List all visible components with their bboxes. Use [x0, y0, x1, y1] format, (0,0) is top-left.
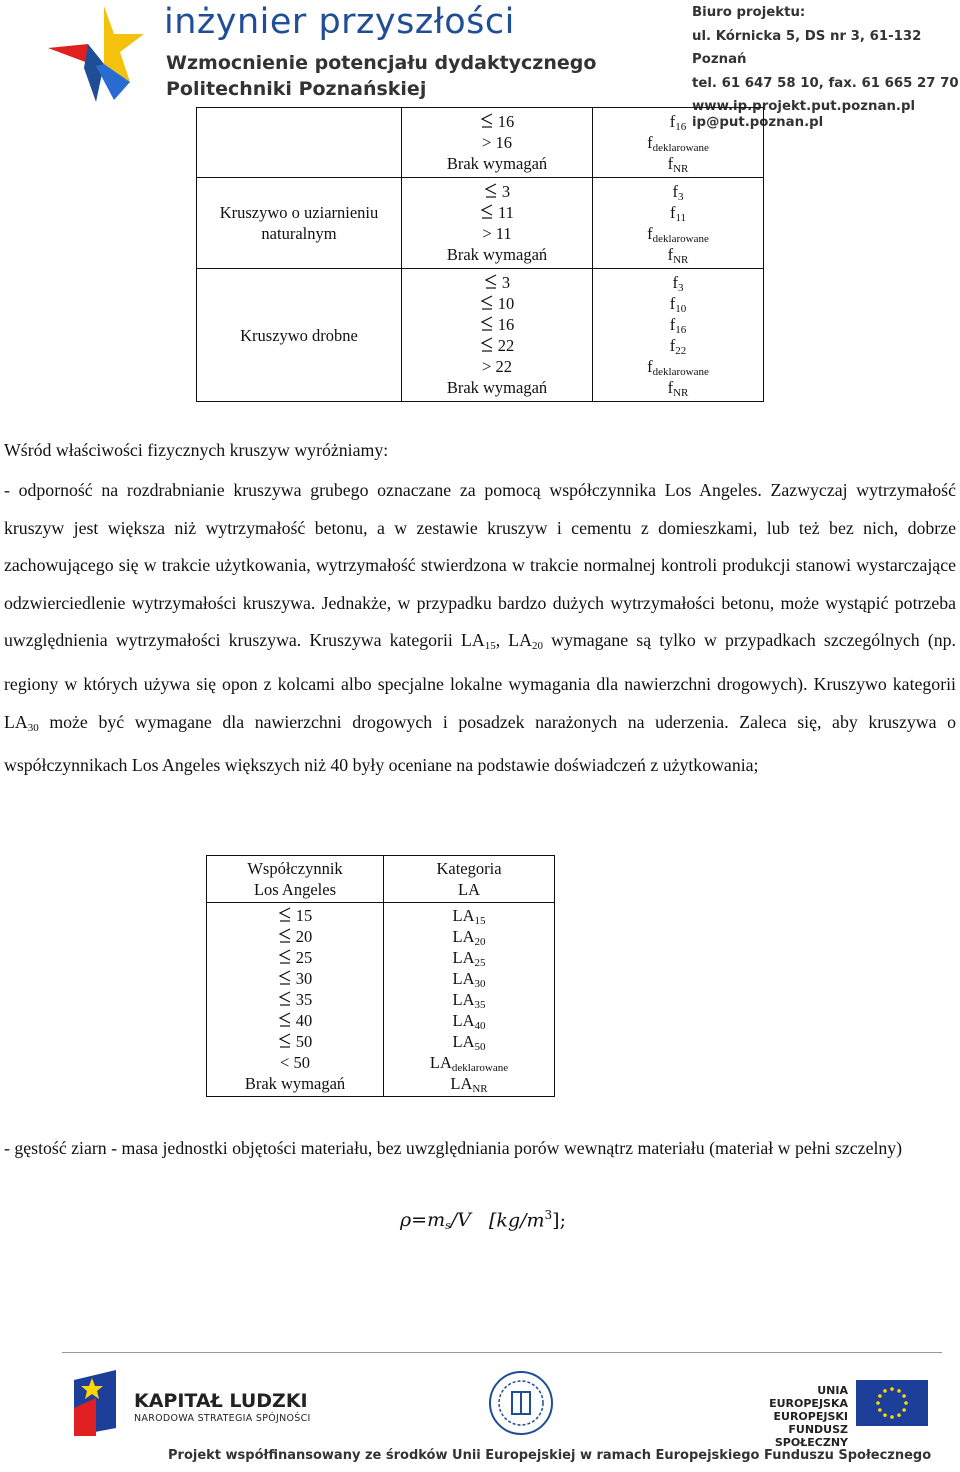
table-row	[197, 269, 764, 402]
value-line	[402, 377, 592, 398]
category-symbol: f	[647, 357, 653, 376]
eu-star-icon	[902, 1394, 906, 1398]
value-text: 22	[497, 336, 515, 355]
value-line	[207, 1073, 383, 1094]
office-email[interactable]: ip@put.poznan.pl	[692, 114, 824, 130]
less-or-equal-icon	[484, 274, 498, 290]
category-line	[593, 111, 763, 132]
eu-star-icon	[878, 1408, 882, 1412]
category-symbol: f	[647, 133, 653, 152]
category-line	[593, 335, 763, 356]
category-symbol: f	[667, 154, 674, 173]
aggregate-type-cell	[197, 108, 402, 178]
less-or-equal-icon	[278, 1012, 292, 1028]
category-subscript: deklarowane	[652, 142, 709, 154]
value-text: 30	[295, 969, 313, 988]
category-symbol: LA	[452, 906, 475, 925]
value-text: 40	[295, 1011, 313, 1030]
category-subscript: 3	[678, 282, 684, 294]
header-coefficient	[207, 856, 384, 903]
density-formula	[400, 1208, 566, 1232]
category-line	[593, 132, 763, 153]
eu-star-icon	[897, 1389, 901, 1393]
eu-flag-icon	[856, 1380, 928, 1426]
category-subscript: NR	[673, 387, 689, 399]
table-row	[207, 903, 555, 1097]
value-text: 16	[495, 133, 512, 152]
eu-fund-label	[748, 1384, 848, 1449]
density-paragraph: - gęstość ziarn - masa jednostki objętości materiału, bez uwzględniania porów wewnątrz materiału (materiał w pełni szczelny)	[4, 1138, 903, 1158]
category-subscript: NR	[673, 163, 689, 175]
value-text: 22	[495, 357, 512, 376]
category-line	[593, 153, 763, 174]
header-line: Współczynnik	[247, 859, 343, 878]
aggregate-type-cell	[197, 178, 402, 269]
paragraph-text-b: wymagane są tylko w przypadkach szczególnych (np. regiony w których używa się opon z kolcami albo specjalne lokalne wymagania dla nawierzchni drogowych). Kruszywo kategorii LA	[4, 630, 956, 732]
less-or-equal-icon	[480, 295, 494, 311]
paragraph-comma: , LA	[495, 630, 532, 651]
value-text: 3	[501, 182, 511, 201]
eu-line-3: FUNDUSZ SPOŁECZNY	[774, 1423, 848, 1449]
category-symbol: LA	[450, 1074, 473, 1093]
category-subscript: 11	[675, 212, 687, 224]
category-subscript: 22	[675, 345, 687, 357]
value-line	[402, 272, 592, 293]
comparison-symbol: >	[482, 357, 496, 376]
cofinancing-note: Projekt współfinansowany ze środków Unii Europejskiej w ramach Europejskiego Funduszu Społecznego	[168, 1448, 932, 1463]
office-web[interactable]: www.ip.projekt.put.poznan.pl	[692, 99, 916, 114]
paragraph-text-a: - odporność na rozdrabnianie kruszywa grubego oznaczane za pomocą współczynnika Los Angeles. Zazwyczaj wytrzymałość kruszyw jest większa niż wytrzymałość betonu, a w zestawie kruszyw i cementu z domieszkami, lub też bez nich, dobrze zachowującego się w trakcie użytkowania, wytrzymałość stwierdzona w trakcie normalnej kontroli produkcji stanowi wystarczające odzwierciedlenie wytrzymałości kruszywa. Jednakże, w przypadku bardzo dużych wytrzymałości betonu, może wystąpić potrzeba uwzględnienia wytrzymałości kruszywa. Kruszywa kategorii LA	[4, 480, 956, 651]
value-text: Brak wymagań	[446, 378, 548, 397]
eu-star-icon	[890, 1415, 894, 1419]
category-subscript: 50	[474, 1041, 486, 1053]
aggregate-type-label: Kruszywo o uziarnieniu naturalnym	[219, 203, 379, 243]
value-line	[402, 244, 592, 265]
paragraph-text-c: może być wymagane dla nawierzchni drogowych i posadzek narażonych na uderzenia. Zaleca się, aby kruszywa o współczynnikach Los Angeles większych niż 40 były oceniane na podstawie doświadczeń z użytkowania;	[4, 711, 956, 776]
university-seal-icon	[488, 1370, 554, 1436]
footer-divider	[62, 1352, 942, 1353]
category-subscript: NR	[673, 254, 689, 266]
eu-line-1: UNIA EUROPEJSKA	[769, 1384, 848, 1410]
less-or-equal-icon	[278, 970, 292, 986]
category-line	[384, 905, 554, 926]
category-subscript: 16	[675, 324, 687, 336]
category-subscript: 16	[675, 121, 687, 133]
category-subscript: 30	[474, 978, 486, 990]
category-line	[593, 244, 763, 265]
kapital-ludzki-logo	[66, 1368, 124, 1438]
category-subscript: 3	[678, 191, 684, 203]
value-text: 25	[295, 948, 313, 967]
comparison-symbol: <	[280, 1053, 294, 1072]
eu-star-icon	[897, 1413, 901, 1417]
category-line	[593, 293, 763, 314]
value-text: Brak wymagań	[446, 245, 548, 264]
fines-content-cell	[402, 269, 593, 402]
project-logo	[44, 4, 164, 104]
category-line	[593, 314, 763, 335]
less-or-equal-icon	[278, 949, 292, 965]
category-line	[593, 202, 763, 223]
category-cell	[384, 903, 555, 1097]
value-text: 50	[293, 1053, 310, 1072]
category-cell	[593, 178, 764, 269]
value-line	[402, 202, 592, 223]
category-symbol: f	[669, 203, 676, 222]
category-symbol: LA	[452, 1032, 475, 1051]
category-line	[384, 1073, 554, 1094]
value-line	[207, 947, 383, 968]
eu-star-icon	[883, 1413, 887, 1417]
eu-line-2: EUROPEJSKI	[773, 1410, 848, 1423]
category-symbol: LA	[452, 948, 475, 967]
formula-sub-s: s	[445, 1219, 451, 1233]
category-line	[593, 356, 763, 377]
value-text: 20	[295, 927, 313, 946]
category-line	[593, 272, 763, 293]
value-text: 11	[498, 203, 514, 222]
formula-unit: [kg/m	[489, 1209, 545, 1232]
value-text: 3	[501, 273, 511, 292]
category-line	[384, 989, 554, 1010]
value-text: Brak wymagań	[446, 154, 548, 173]
aggregate-category-table	[196, 107, 764, 402]
value-line	[207, 989, 383, 1010]
category-symbol: LA	[452, 1011, 475, 1030]
category-line	[593, 223, 763, 244]
category-line	[384, 1010, 554, 1031]
category-subscript: deklarowane	[451, 1062, 509, 1074]
value-line	[402, 111, 592, 132]
category-symbol: LA	[452, 969, 475, 988]
value-line	[402, 335, 592, 356]
value-line	[402, 314, 592, 335]
los-angeles-category-table	[206, 855, 555, 1097]
subscript-15: 15	[484, 640, 496, 653]
value-line	[207, 1010, 383, 1031]
category-symbol: f	[669, 336, 676, 355]
value-text: 11	[495, 224, 512, 243]
kapital-ludzki-subtitle: NARODOWA STRATEGIA SPÓJNOŚCI	[134, 1413, 311, 1424]
value-text: 15	[295, 906, 313, 925]
less-or-equal-icon	[480, 113, 494, 129]
eu-star-icon	[890, 1387, 894, 1391]
eu-star-icon	[902, 1408, 906, 1412]
office-phone: tel. 61 647 58 10, fax. 61 665 27 70	[692, 75, 959, 91]
category-symbol: f	[669, 112, 676, 131]
value-line	[207, 968, 383, 989]
less-or-equal-icon	[278, 1033, 292, 1049]
value-line	[207, 926, 383, 947]
value-line	[402, 356, 592, 377]
value-text: 16	[497, 315, 515, 334]
category-line	[593, 377, 763, 398]
less-or-equal-icon	[480, 316, 494, 332]
value-line	[402, 181, 592, 202]
eu-star-icon	[876, 1401, 880, 1405]
less-or-equal-icon	[480, 204, 494, 220]
category-line	[384, 1052, 554, 1073]
fines-content-cell	[402, 108, 593, 178]
value-text: Brak wymagań	[244, 1074, 346, 1093]
aggregate-type-label: Kruszywo drobne	[240, 325, 358, 345]
los-angeles-paragraph	[4, 472, 956, 785]
category-subscript: 15	[474, 915, 486, 927]
section-intro: Wśród właściwości fizycznych kruszyw wyróżniamy:	[4, 440, 389, 460]
value-line	[207, 1052, 383, 1073]
value-text: 10	[497, 294, 515, 313]
value-line	[402, 293, 592, 314]
category-line	[384, 1031, 554, 1052]
subscript-20: 20	[531, 640, 543, 653]
value-text: 35	[295, 990, 313, 1009]
value-line	[402, 153, 592, 174]
office-label: Biuro projektu:	[692, 5, 806, 20]
eu-star-icon	[883, 1389, 887, 1393]
category-symbol: f	[669, 294, 676, 313]
less-or-equal-icon	[278, 907, 292, 923]
fines-content-cell	[402, 178, 593, 269]
category-subscript: 35	[474, 999, 486, 1011]
coefficient-cell	[207, 903, 384, 1097]
eu-star-icon	[878, 1394, 882, 1398]
value-line	[207, 1031, 383, 1052]
header-category	[384, 856, 555, 903]
category-subscript: 40	[474, 1020, 486, 1032]
category-line	[384, 947, 554, 968]
less-or-equal-icon	[278, 991, 292, 1007]
category-subscript: 20	[474, 936, 486, 948]
less-or-equal-icon	[480, 337, 494, 353]
value-text: 50	[295, 1032, 313, 1051]
formula-v: /V	[450, 1209, 471, 1232]
category-symbol: LA	[452, 927, 475, 946]
comparison-symbol: >	[482, 133, 496, 152]
table-row	[197, 178, 764, 269]
header-line: Los Angeles	[253, 880, 337, 899]
office-address: ul. Kórnicka 5, DS nr 3, 61-132 Poznań	[692, 28, 922, 67]
category-symbol: f	[672, 182, 678, 201]
subscript-30: 30	[27, 721, 39, 734]
category-line	[593, 181, 763, 202]
category-cell	[593, 108, 764, 178]
category-subscript: deklarowane	[652, 233, 709, 245]
category-symbol: f	[647, 224, 653, 243]
table-row	[197, 108, 764, 178]
category-symbol: f	[669, 315, 676, 334]
category-cell	[593, 269, 764, 402]
aggregate-type-cell	[197, 269, 402, 402]
formula-exponent: 3	[544, 1208, 553, 1222]
value-line	[402, 132, 592, 153]
header-title: inżynier przyszłości	[164, 2, 515, 42]
category-subscript: NR	[472, 1083, 488, 1095]
eu-star-icon	[904, 1401, 908, 1405]
header-line: LA	[458, 880, 480, 899]
less-or-equal-icon	[484, 183, 498, 199]
category-symbol: LA	[452, 990, 475, 1009]
category-subscript: deklarowane	[652, 366, 709, 378]
header-line: Kategoria	[436, 859, 502, 878]
value-line	[402, 223, 592, 244]
formula-rho: ρ=m	[400, 1209, 446, 1232]
category-symbol: f	[667, 245, 674, 264]
value-line	[207, 905, 383, 926]
table-header-row	[207, 856, 555, 903]
header-subtitle-1: Wzmocnienie potencjału dydaktycznego	[166, 52, 597, 74]
category-line	[384, 968, 554, 989]
value-text: 16	[497, 112, 515, 131]
category-symbol: f	[672, 273, 678, 292]
category-symbol: LA	[429, 1053, 452, 1072]
category-subscript: 25	[474, 957, 486, 969]
category-subscript: 10	[675, 303, 687, 315]
kapital-ludzki-title: KAPITAŁ LUDZKI	[134, 1390, 308, 1412]
formula-end: ];	[552, 1209, 566, 1232]
category-symbol: f	[667, 378, 674, 397]
less-or-equal-icon	[278, 928, 292, 944]
header-subtitle-2: Politechniki Poznańskiej	[166, 78, 427, 100]
category-line	[384, 926, 554, 947]
comparison-symbol: >	[482, 224, 496, 243]
